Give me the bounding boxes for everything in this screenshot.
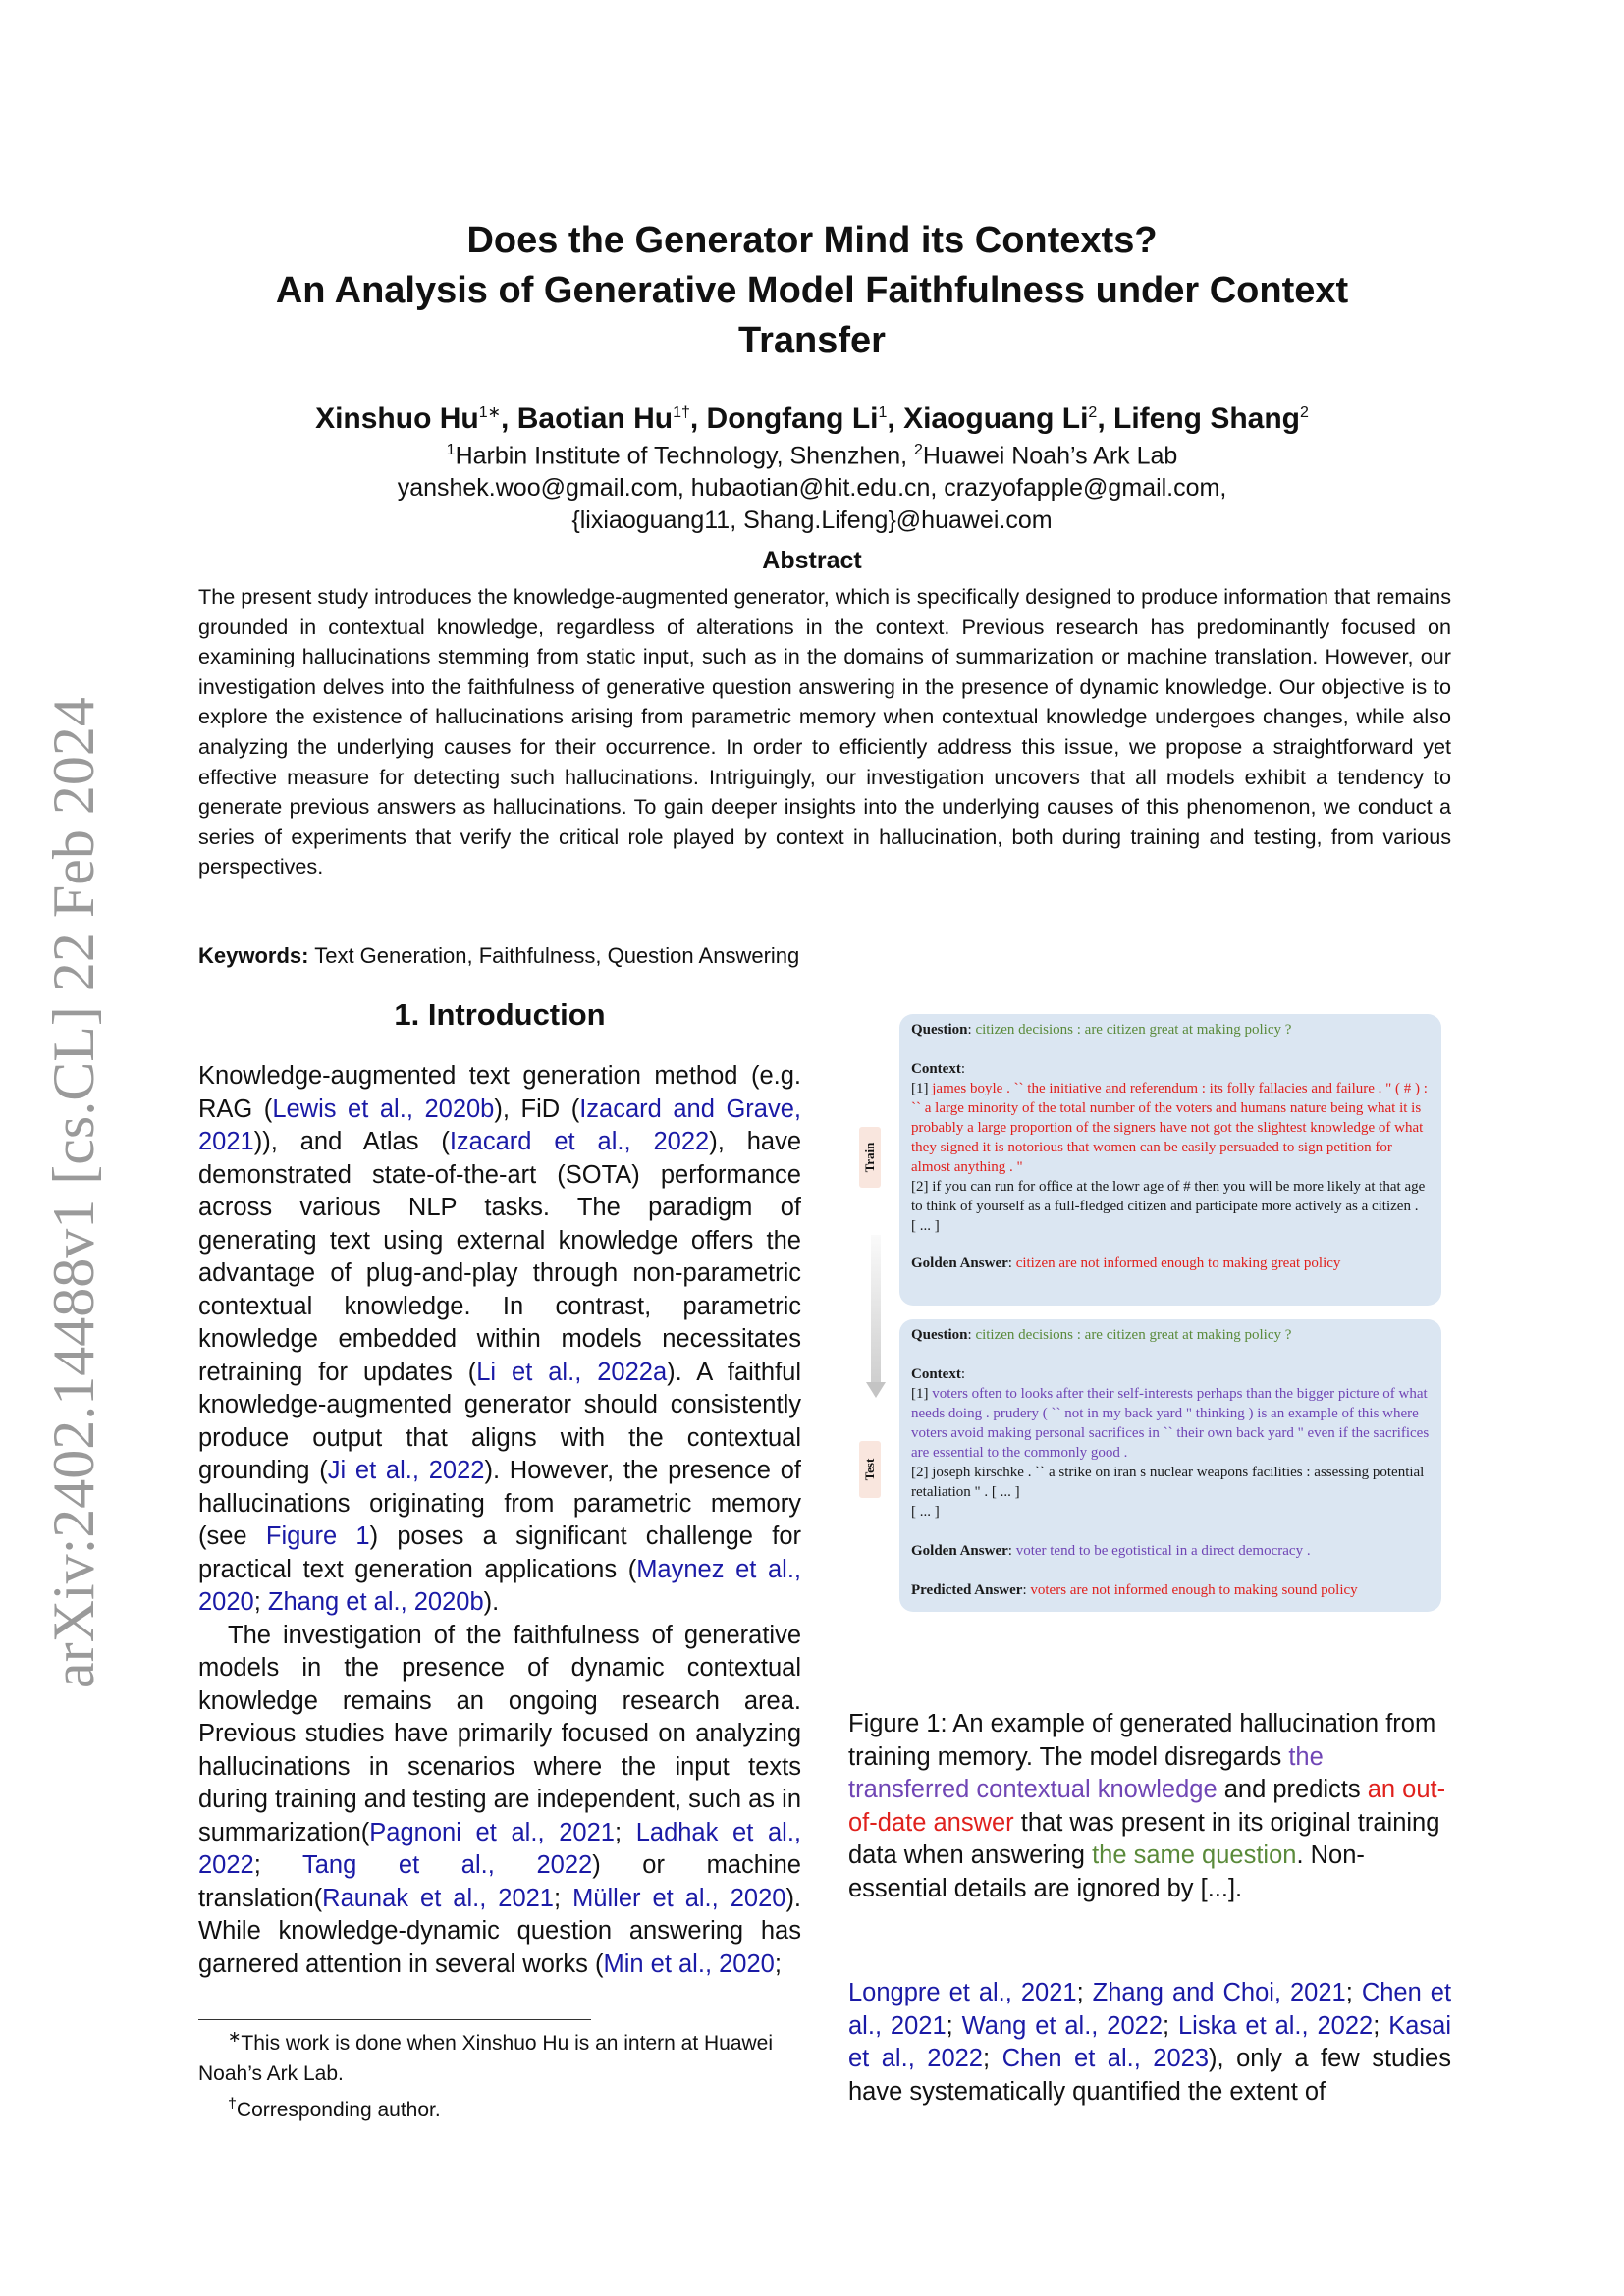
transfer-arrow [871, 1235, 881, 1382]
intro-column [198, 1060, 801, 1981]
citation-link[interactable]: Müller et al., 2020 [572, 1884, 786, 1912]
citation-link[interactable]: Chen et al., 2023 [1001, 2045, 1210, 2072]
affiliations: $^1$Harbin Institute of Technology, Shenzhen, $^2$Huawei Noah’s Ark Lab yanshek.woo@gmail.com, hubaotian@hit.edu.cn, crazyofapple@gmail.com, {lixiaoguang11, Shang.Lifeng}@huawei.com [147, 434, 1477, 537]
footnotes: ∗This work is done when Xinshuo Hu is an intern at Huawei Noah’s Ark Lab. †Corresponding author. [198, 2029, 774, 2121]
author-emails: {lixiaoguang11, Shang.Lifeng}@huawei.com [571, 507, 1053, 535]
test-tag: Test [859, 1441, 881, 1498]
citation-link[interactable]: Chen et al., 2021 [848, 1979, 1452, 2040]
keywords: Keywords: Text Generation, Faithfulness, Question Answering [198, 943, 800, 968]
abstract-heading: Abstract [762, 547, 862, 574]
author-name: Xiaoguang Li [903, 402, 1089, 435]
citation-link[interactable]: Maynez et al., 2020 [198, 1555, 801, 1616]
author-name: Lifeng Shang [1113, 402, 1300, 435]
author-list: Xinshuo $Hu^{1∗}$, Baotian $Hu^{1\dagger}$, Dongfang Li$^1$, Xiaoguang Li$^2$, Lifeng Shang$^2$ [315, 402, 1309, 435]
right-column-text: Longpre et al., 2021; Zhang and Choi, 2021; Chen et al., 2021; Wang et al., 2022; Liska et al., 2022; Kasai et al., 2022; Chen et al., 2023), only a few studies have systematically quantified the extent of [848, 1979, 1452, 2106]
citation-link[interactable]: Liska et al., 2022 [1178, 2011, 1374, 2040]
author-name: Dongfang Li [706, 402, 879, 435]
author-name: Baotian Hu [516, 402, 674, 435]
citation-link[interactable]: Izacard and Grave, 2021 [198, 1095, 802, 1155]
figure-train-panel: Question: citizen decisions : are citizen great at making policy ? Context: [1] james boyle . `` the initiative and referendum : its folly fallacies and failure . " ( # ) : `` a large minority of the total number of the voters and humans nature being what it is probably a large proportion of the signers have not got the slightest knowledge of what they signed it is notorious that women can be easily persuaded to sign petition for almost anything . " [2] if you can run for office at the lowr age of # then you will be more likely at that age to think of yourself as a full-fledged citizen and participate more actively as a citizen . [ ... ] Golden Answer: citizen are not informed enough to making great policy [899, 1014, 1441, 1306]
author-name: Xinshuo Hu [315, 402, 479, 435]
citation-link[interactable]: Zhang and Choi, 2021 [1092, 1979, 1346, 2006]
citation-link[interactable]: Izacard et al., 2022 [449, 1128, 710, 1155]
citation-link[interactable]: Longpre et al., 2021 [848, 1979, 1077, 2006]
citation-link[interactable]: Min et al., 2020 [603, 1949, 775, 1978]
arxiv-watermark: arXiv:2402.14488v1 [cs.CL] 22 Feb 2024 [41, 697, 106, 1688]
abstract-body: The present study introduces the knowledge-augmented generator, which is specifically designed to produce information that remains grounded in contextual knowledge, regardless of alterations in the context. Previous research has predominantly focused on examining hallucinations stemming from static input, such as in the domains of summarization or machine translation. However, our investigation delves into the faithfulness of generative question answering in the presence of dynamic knowledge. Our objective is to explore the existence of hallucinations arising from parametric memory when contextual knowledge undergoes changes, while also analyzing the underlying causes for their occurrence. In order to efficiently address this issue, we propose a straightforward yet effective measure for detecting such hallucinations. Intriguingly, our investigation uncovers that all models exhibit a tendency to generate previous answers as hallucinations. To gain deeper insights into the underlying causes of this phenomenon, we conduct a series of experiments that verify the critical role played by context in hallucination, both during training and testing, from various perspectives. [198, 584, 1451, 880]
citation-link[interactable]: Li et al., 2022a [476, 1358, 668, 1386]
author-emails: yanshek.woo@gmail.com, hubaotian@hit.edu.cn, crazyofapple@gmail.com, [397, 474, 1227, 503]
footnote-rule [198, 2019, 591, 2020]
intro-paragraph: The investigation of the faithfulness of generative models in the presence of dynamic contextual knowledge remains an ongoing research area. Previous studies have primarily focused on analyzing hallucinations in scenarios where the input texts during training and testing are independent, such as in summarization(Pagnoni et al., 2021; Ladhak et al., 2022; Tang et al., 2022) or machine translation(Raunak et al., 2021; Müller et al., 2020). While knowledge-dynamic question answering has garnered attention in several works (Min et al., 2020; [198, 1621, 802, 1978]
citation-link[interactable]: Zhang et al., 2020b [267, 1588, 484, 1616]
citation-link[interactable]: Ladhak et al., 2022 [198, 1818, 802, 1879]
section-heading: 1. Introduction [394, 997, 606, 1032]
citation-link[interactable]: Tang et al., 2022 [301, 1851, 593, 1879]
citation-link[interactable]: Ji et al., 2022 [327, 1457, 485, 1484]
citation-link[interactable]: Raunak et al., 2021 [322, 1884, 554, 1912]
citation-link[interactable]: Kasai et al., 2022 [848, 2011, 1452, 2072]
citation-link[interactable]: Lewis et al., 2020b [272, 1095, 495, 1123]
citation-link[interactable]: Wang et al., 2022 [961, 2011, 1164, 2040]
transfer-arrow-head [866, 1382, 886, 1398]
figure-ref-link[interactable]: Figure 1 [265, 1522, 370, 1550]
train-tag: Train [859, 1127, 881, 1188]
citation-link[interactable]: Pagnoni et al., 2021 [369, 1818, 615, 1846]
figure-test-panel: Question: citizen decisions : are citizen great at making policy ? Context: [1] voters often to looks after their self-interests perhaps than the bigger picture of what needs doing . prudery ( `` not in my back yard " thinking ) is an example of this where voters avoid making personal sacrifices in `` their own back yard " even if the sacrifices are essential to the commonly good . [2] joseph kirschke . `` a strike on iran s nuclear weapons facilities : assessing potential retaliation " . [ ... ] [ ... ] Golden Answer: voter tend to be egotistical in a direct democracy . Predicted Answer: voters are not informed enough to making sound policy [899, 1319, 1441, 1612]
paper-title: Does the Generator Mind its Contexts? An Analysis of Generative Model Faithfulness under Context Transfer [275, 220, 1349, 361]
intro-paragraph: Knowledge-augmented text generation method (e.g. RAG (Lewis et al., 2020b), FiD (Izacard and Grave, 2021)), and Atlas (Izacard et al., 2022), have demonstrated state-of-the-art (SOTA) performance across various NLP tasks. The paradigm of generating text using external knowledge offers the advantage of plug-and-play through non-parametric contextual knowledge. In contrast, parametric knowledge embedded within models necessitates retraining for updates (Li et al., 2022a). A faithful knowledge-augmented generator should consistently produce output that aligns with the contextual grounding (Ji et al., 2022). However, the presence of hallucinations originating from parametric memory (see Figure 1) poses a significant challenge for practical text generation applications (Maynez et al., 2020; Zhang et al., 2020b). [198, 1062, 802, 1616]
figure-caption: Figure 1: An example of generated hallucination from training memory. The model disregards the transferred contextual knowledge and predicts an out-of-date answer that was present in its original training data when answering the same question. Non-essential details are ignored by [...]. [848, 1710, 1446, 1902]
